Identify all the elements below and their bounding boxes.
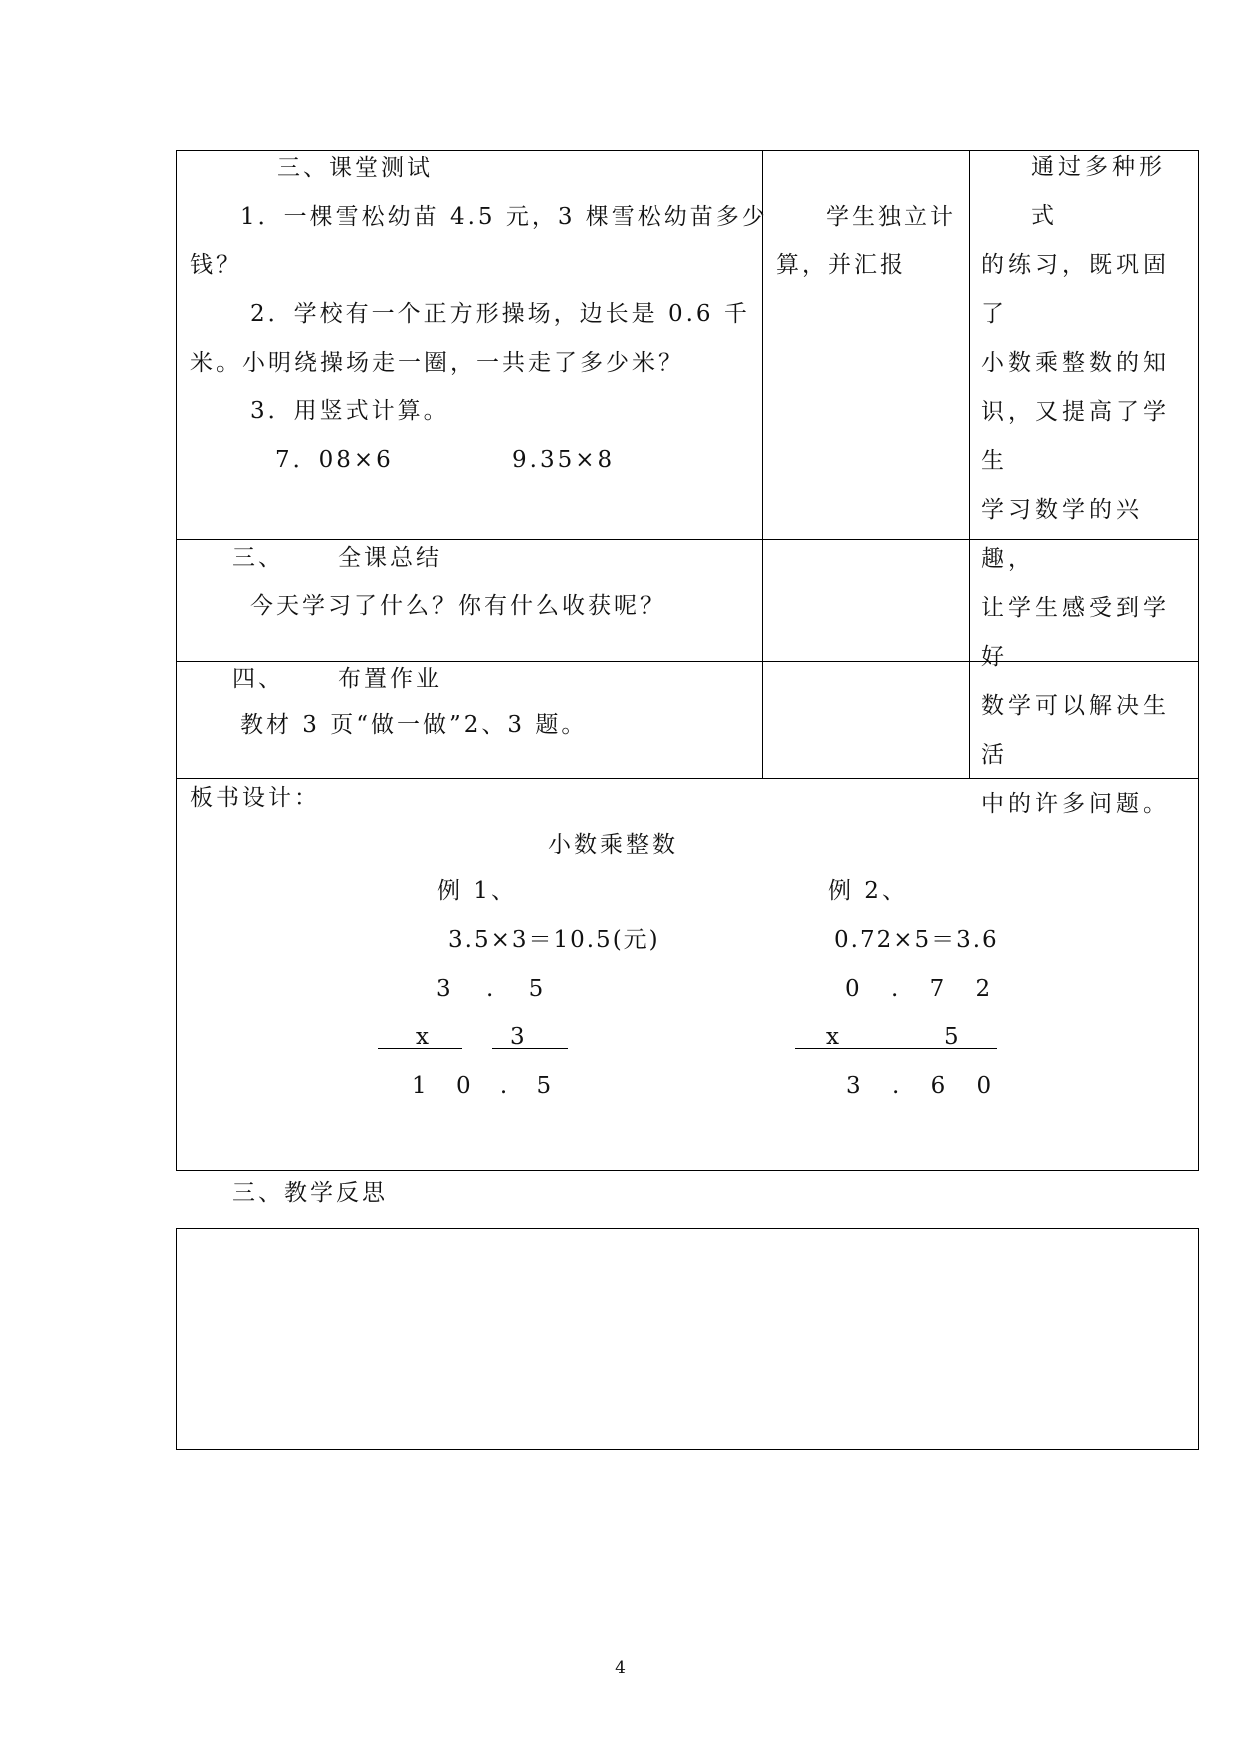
- example-1-rule-left: [378, 1048, 462, 1049]
- question-2-line-1: 2．学校有一个正方形操场，边长是 0.6 千: [250, 301, 750, 327]
- example-1-equation: 3.5×3＝10.5(元): [448, 927, 660, 953]
- design-intent-line: 通过多种形式: [1031, 154, 1166, 229]
- column-divider: [762, 151, 763, 778]
- example-2-equation: 0.72×5＝3.6: [834, 927, 999, 953]
- example-2-result: 3 . 6 0: [846, 1073, 1004, 1099]
- calc-b: 9.35×8: [512, 447, 616, 473]
- summary-title: 全课总结: [338, 545, 442, 571]
- example-1-operator: x: [416, 1024, 431, 1050]
- example-1-multiplier: 3: [510, 1024, 527, 1050]
- design-intent-line: 让学生感受到学好: [981, 595, 1170, 670]
- page-number: 4: [615, 1658, 626, 1678]
- reflection-box: [176, 1228, 1199, 1450]
- design-intent-line: 小数乘整数的知: [981, 350, 1170, 376]
- design-intent: [981, 143, 1191, 829]
- test-heading: 三、课堂测试: [277, 155, 433, 181]
- example-1-top-operand: 3 . 5: [436, 976, 558, 1002]
- reflection-heading: 三、教学反思: [232, 1180, 388, 1206]
- question-1-line-2: 钱？: [190, 252, 242, 278]
- example-2-label: 例 2、: [828, 878, 908, 904]
- example-2-top-operand: 0 . 7 2: [845, 976, 1003, 1002]
- question-3: 3．用竖式计算。: [250, 398, 450, 424]
- example-2-operator: x: [826, 1024, 841, 1050]
- homework-content: 教材 3 页“做一做”2、3 题。: [240, 712, 588, 738]
- question-1-line-1: 1．一棵雪松幼苗 4.5 元，3 棵雪松幼苗多少: [240, 204, 768, 230]
- example-1-label: 例 1、: [437, 878, 517, 904]
- design-intent-line: 学习数学的兴趣，: [981, 497, 1143, 572]
- board-design-label: 板书设计：: [190, 785, 320, 811]
- design-intent-line: 数学可以解决生活: [981, 693, 1170, 768]
- example-2-multiplier: 5: [944, 1024, 961, 1050]
- example-2-rule: [795, 1048, 997, 1049]
- summary-number: 三、: [232, 545, 284, 571]
- question-2-line-2: 米。小明绕操场走一圈，一共走了多少米？: [190, 350, 684, 376]
- summary-content: 今天学习了什么？你有什么收获呢？: [250, 593, 666, 619]
- calc-a: 7．08×6: [275, 447, 394, 473]
- example-1-rule-right: [492, 1048, 568, 1049]
- student-activity-line-1: 学生独立计: [826, 204, 956, 230]
- homework-title: 布置作业: [338, 666, 442, 692]
- example-1-result: 1 0 . 5: [412, 1073, 563, 1099]
- student-activity-line-2: 算，并汇报: [776, 252, 906, 278]
- design-intent-line: 识，又提高了学生: [981, 399, 1170, 474]
- design-intent-line: 中的许多问题。: [981, 791, 1170, 817]
- board-design-title: 小数乘整数: [548, 832, 678, 858]
- homework-number: 四、: [232, 666, 284, 692]
- column-divider: [969, 151, 970, 778]
- design-intent-line: 的练习，既巩固了: [981, 252, 1170, 327]
